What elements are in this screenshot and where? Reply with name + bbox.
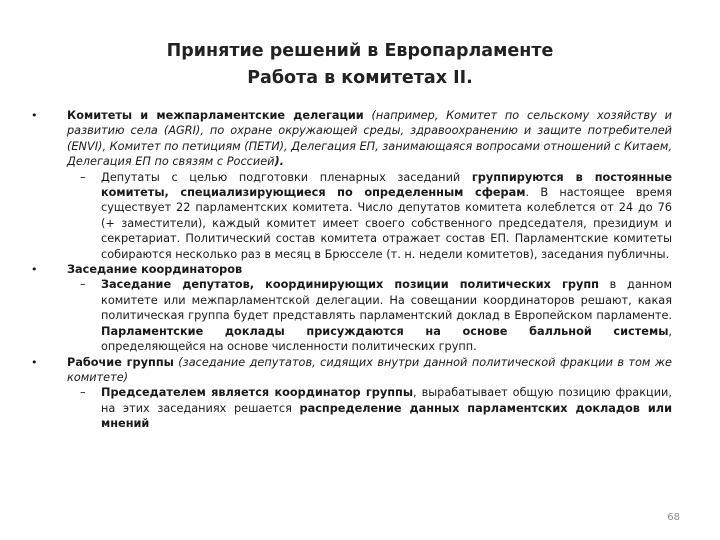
bullet-coordinators-heading: Заседание координаторов	[67, 263, 243, 277]
bullet-committees-examples: (например, Комитет по сельскому хозяйству и развитию села (AGRI), по охране окружающей среды, здравоохранению и защите потребителей (ENVI), Комитет по петициям (ПЕТИ), Делегация ЕП, занимающаяся вопросами отношений с Китаем, Делегация ЕП по связям с Россией	[67, 109, 673, 169]
dash-icon: –	[80, 170, 86, 184]
dash-icon: –	[80, 386, 86, 400]
bullet-icon: •	[31, 263, 38, 277]
sub-text: Депутаты с целью подготовки пленарных заседаний	[101, 170, 472, 184]
bullet-committees	[31, 108, 673, 170]
sub-text: в данном комитете или межпарламентской делегации. На совещании координаторов решают, какая политическая группа будет представлять парламентский доклад в Европейском парламенте.	[101, 278, 672, 323]
sub-bold-text: Заседание депутатов, координирующих позиции политических групп	[101, 278, 599, 292]
dash-icon: –	[80, 278, 86, 292]
bullet-working-groups-heading: Рабочие группы	[67, 355, 174, 369]
sub-bold-text: группируются в постоянные комитеты, специализирующиеся по определенным сферам	[101, 170, 673, 200]
title-line-2: Работа в комитетах II.	[247, 68, 473, 88]
slide-content	[0, 108, 720, 432]
bullet-working-groups-description: (заседание депутатов, сидящих внутри данной политической фракции в том же комитете)	[67, 355, 673, 384]
slide-title	[0, 38, 720, 92]
bullet-working-groups	[31, 355, 673, 386]
sub-bold-text: распределение данных парламентских докладов или мнений	[101, 401, 672, 431]
sub-text: , определяющейся на основе численности политических групп.	[101, 324, 672, 354]
sub-text: . В настоящее время существует 22 парламентских комитета. Число депутатов комитета колеблется от 24 до 76 (+ заместители), каждый комитет имеет своего собственного председателя, президиум и секретариат. Политический состав комитета отражает состав ЕП. Парламентские комитеты собираются несколько раз в месяц в Брюсселе (т. н. недели комитетов), заседания публичны.	[101, 186, 672, 261]
sub-text: , вырабатывает общую позицию фракции, на этих заседаниях решается	[101, 386, 672, 415]
sub-bold-text: Председателем является координатор группы	[101, 386, 414, 400]
bullet-committees-heading: Комитеты и межпарламентские делегации	[67, 109, 364, 122]
bullet-icon: •	[31, 109, 38, 122]
bullet-icon: •	[31, 355, 38, 369]
page-number: 68	[667, 512, 680, 523]
sub-working-groups-details	[80, 385, 672, 431]
bullet-committees-end: ).	[274, 155, 284, 169]
bullet-coordinators	[31, 262, 672, 277]
sub-coordinators-details	[80, 277, 672, 354]
sub-bold-text: Парламентские доклады присуждаются на основе балльной системы	[101, 324, 669, 338]
title-line-1: Принятие решений в Европарламенте	[166, 41, 554, 61]
sub-committees-details	[80, 170, 673, 262]
